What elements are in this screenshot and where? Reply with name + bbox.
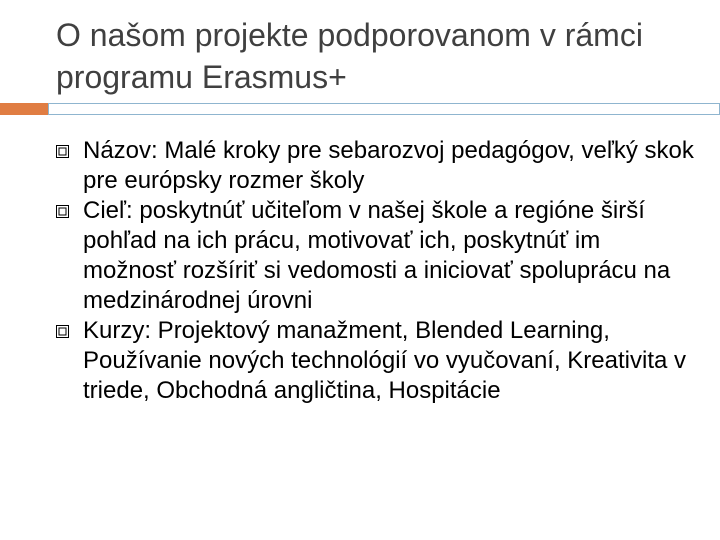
bullet-item [56, 316, 696, 406]
title-divider-line [48, 103, 720, 115]
bullet-text: Kurzy: Projektový manažment, Blended Learning, Používanie nových technológií vo vyučovaní, Kreativita v triede, Obchodná angličtina, Hospitácie [83, 317, 686, 404]
bullet-item [56, 136, 696, 196]
bullet-text: Názov: Malé kroky pre sebarozvoj pedagógov, veľký skok pre európsky rozmer školy [83, 137, 694, 194]
bullet-list [56, 136, 696, 406]
title-divider-accent [0, 103, 48, 115]
slide-title: O našom projekte podporovanom v rámci programu Erasmus+ [56, 17, 643, 95]
bullet-text: Cieľ: poskytnúť učiteľom v našej škole a regióne širší pohľad na ich prácu, motivovať ich, poskytnúť im možnosť rozšíriť si vedomosti a iniciovať spoluprácu na medzinárodnej úrovni [83, 197, 671, 314]
hollow-square-icon [56, 205, 69, 218]
hollow-square-icon [56, 145, 69, 158]
title-divider [0, 103, 720, 115]
bullet-item [56, 196, 696, 316]
hollow-square-icon [56, 325, 69, 338]
